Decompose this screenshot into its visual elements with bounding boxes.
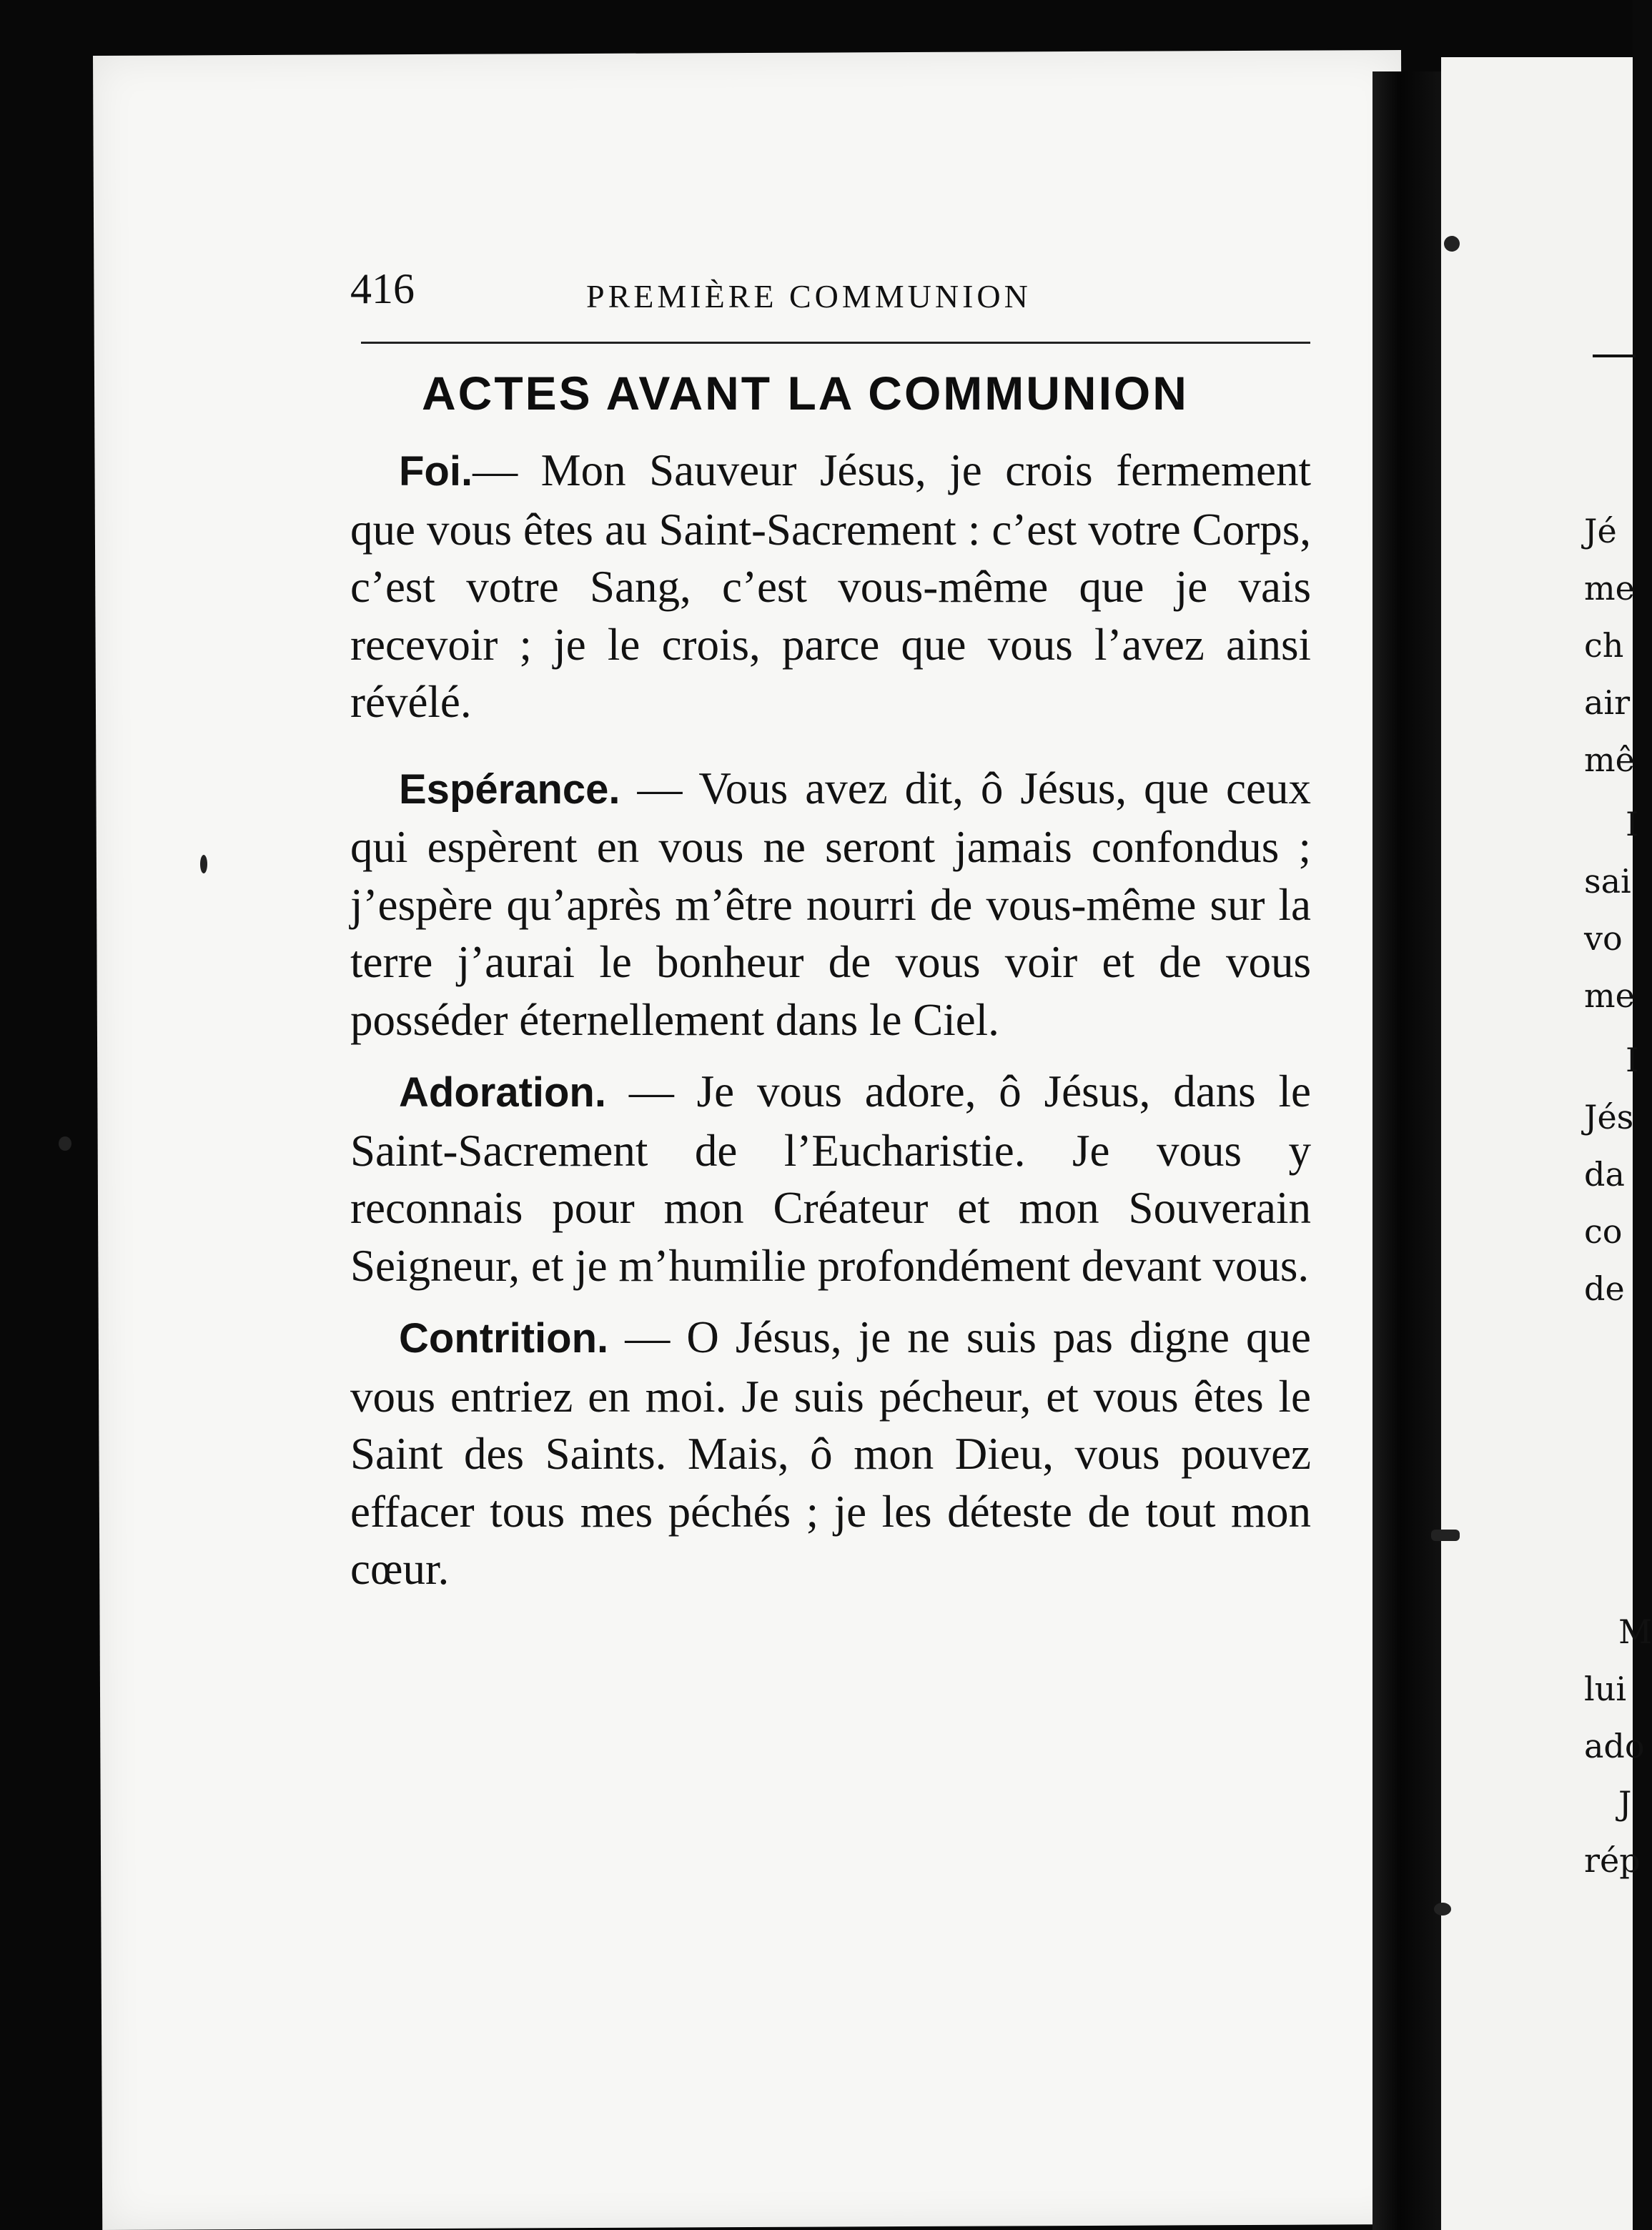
right-page-fragment: co	[1584, 1212, 1623, 1251]
running-head: PREMIÈRE COMMUNION	[586, 278, 1032, 314]
paragraph-text: — Vous avez dit, ô Jésus, que ceux qui espèrent en vous ne seront jamais confondus ; j’espère qu’après m’être nourri de vous-même sur la terre j’aurai le bonheur de vous voir et de vous posséder éternellement dans le Ciel.	[350, 763, 1311, 1045]
right-page-fragment: Jé	[1584, 512, 1617, 550]
scan-speck	[59, 1136, 71, 1151]
right-page-fragment: Jés	[1584, 1098, 1634, 1136]
paragraph-foi	[350, 442, 1311, 731]
paragraph-esperance	[350, 760, 1311, 1049]
right-page-fragment: da	[1584, 1155, 1625, 1194]
right-page-fragment: I	[1626, 1041, 1639, 1079]
right-page-fragment: rép	[1584, 1841, 1641, 1880]
right-page-edge	[1441, 57, 1652, 2230]
right-page-fragment: de	[1584, 1269, 1625, 1308]
paragraph-text: — Mon Sauveur Jésus, je crois fermement que vous êtes au Saint-Sacrement : c’est votre Corps, c’est votre Sang, c’est vous-même que je vais recevoir ; je le crois, parce que vous l’avez ainsi révélé.	[350, 445, 1311, 727]
right-page-fragment: I	[1626, 805, 1639, 843]
section-title: ACTES AVANT LA COMMUNION	[422, 367, 1189, 420]
header-rule	[361, 342, 1310, 344]
right-page-fragment: ado	[1584, 1727, 1645, 1765]
page-header	[350, 264, 1322, 322]
paragraph-lead: Adoration.	[399, 1069, 606, 1116]
right-page-fragment: lui	[1584, 1670, 1627, 1708]
scan-speck	[200, 855, 207, 873]
right-page-fragment: vo	[1584, 919, 1623, 958]
book-gutter	[1372, 71, 1441, 2230]
scan-speck	[1431, 1530, 1460, 1541]
right-page-fragment: J	[1618, 1784, 1632, 1823]
right-page-rule	[1593, 355, 1636, 357]
right-page-fragment: mê	[1584, 740, 1635, 779]
right-page-fragment: ch	[1584, 626, 1624, 665]
paragraph-lead: Contrition.	[399, 1315, 609, 1362]
right-page-fragment: air	[1584, 683, 1631, 722]
body-text	[350, 442, 1311, 1598]
paragraph-contrition	[350, 1309, 1311, 1598]
page-number: 416	[350, 265, 415, 312]
right-page-fragment: me	[1584, 569, 1635, 608]
right-page-fragment: me	[1584, 976, 1635, 1015]
right-page-fragment: sai	[1584, 862, 1631, 901]
paragraph-lead: Espérance.	[399, 765, 620, 813]
paragraph-adoration	[350, 1063, 1311, 1294]
paragraph-text: — O Jésus, je ne suis pas digne que vous entriez en moi. Je suis pécheur, et vous êtes le Saint des Saints. Mais, ô mon Dieu, vous pouvez effacer tous mes péchés ; je les déteste de tout mon cœur.	[350, 1312, 1311, 1594]
paragraph-lead: Foi.	[399, 448, 473, 495]
scan-speck	[1444, 236, 1460, 252]
paragraph-text: — Je vous adore, ô Jésus, dans le Saint-Sacrement de l’Eucharistie. Je vous y reconnais pour mon Créateur et mon Souverain Seigneur, et je m’humilie profondément devant vous.	[350, 1066, 1311, 1291]
right-page-fragment: M	[1618, 1612, 1652, 1651]
scan-speck	[1434, 1903, 1451, 1916]
